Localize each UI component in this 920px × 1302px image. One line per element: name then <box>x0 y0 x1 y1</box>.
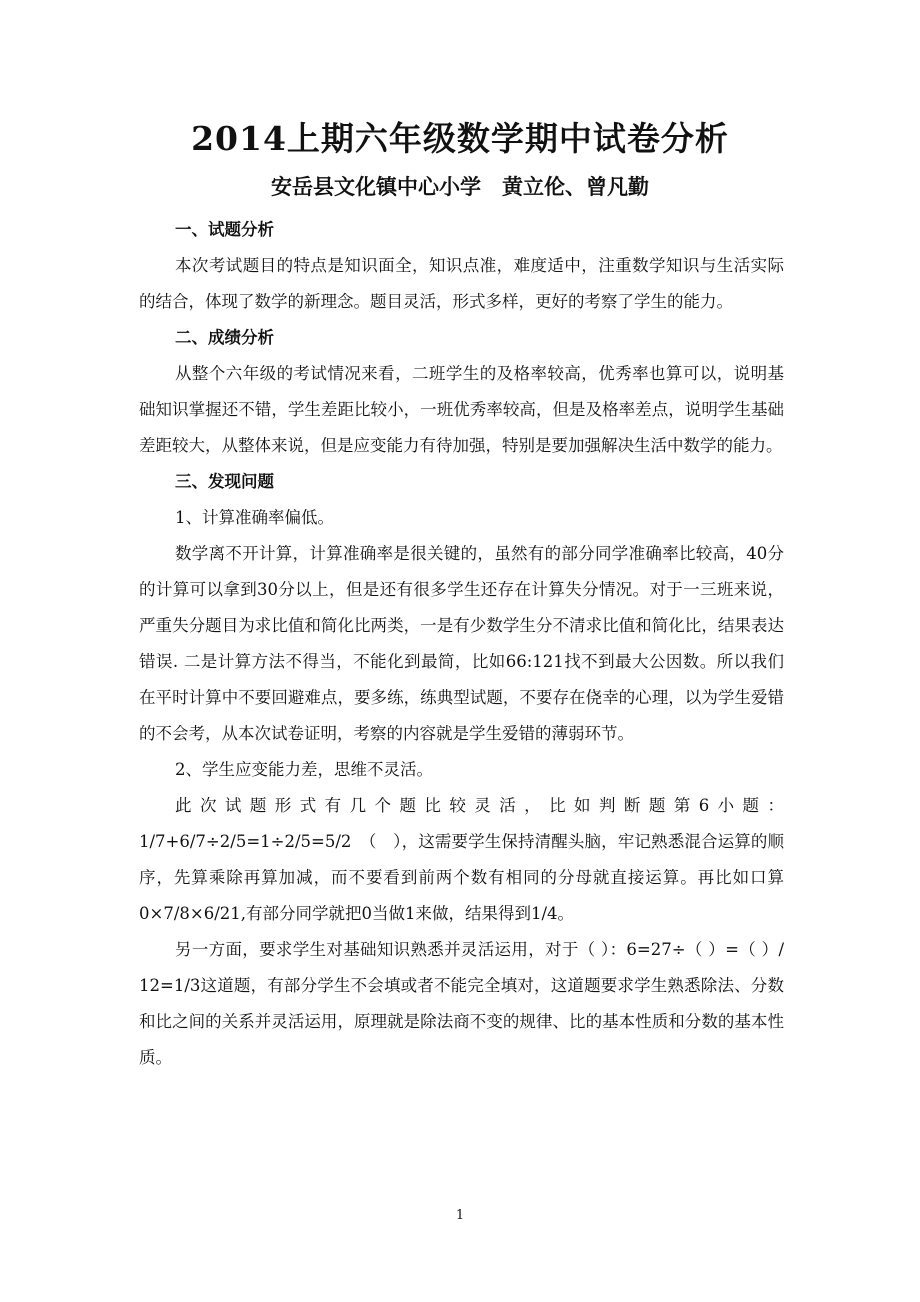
document-title: 2014上期六年级数学期中试卷分析 <box>191 119 729 158</box>
paragraph-problem-1: 数学离不开计算，计算准确率是很关键的，虽然有的部分同学准确率比较高，40分的计算可以拿到30分以上，但是还有很多学生还存在计算失分情况。对于一三班来说，严重失分题目为求比值和简化比两类，一是有少数学生分不清求比值和简化比，结果表达错误. 二是计算方法不得当，不能化到最简，比如66:121找不到最大公因数。所以我们在平时计算中不要回避难点，要多练，练典型试题，不要存在侥幸的心理，以为学生爱错的不会考，从本次试卷证明，考察的内容就是学生爱错的薄弱环节。 <box>139 544 784 743</box>
paragraph-problem-2b: 另一方面，要求学生对基础知识熟悉并灵活运用，对于（ ）：6=27÷（ ）=（ ）/ 12=1/3这道题，有部分学生不会填或者不能完全填对，这道题要求学生熟悉除法、分数和比之间的关系并灵活运用，原理就是除法商不变的规律、比的基本性质和分数的基本性质。 <box>139 940 784 1067</box>
paragraph-analysis: 本次考试题目的特点是知识面全，知识点准，难度适中，注重数学知识与生活实际的结合，体现了数学的新理念。题目灵活，形式多样，更好的考察了学生的能力。 <box>139 256 784 311</box>
page-number: 1 <box>455 1208 465 1223</box>
document-subtitle: 安岳县文化镇中心小学 黄立伦、曾凡勤 <box>271 174 649 199</box>
paragraph-problem-2a: 此次试题形式有几个题比较灵活，比如判断题第6小题：1/7+6/7÷2/5=1÷2/5=5/2 （ ），这需要学生保持清醒头脑，牢记熟悉混合运算的顺序，先算乘除再算加减，而不要看到前两个数有相同的分母就直接运算。再比如口算0×7/8×6/21,有部分同学就把0当做1来做，结果得到1/4。 <box>139 796 784 923</box>
section-heading-analysis: 一、试题分析 <box>175 220 274 239</box>
problem-item-1: 1、计算准确率偏低。 <box>175 508 334 527</box>
paragraph-results: 从整个六年级的考试情况来看，二班学生的及格率较高，优秀率也算可以，说明基础知识掌握还不错，学生差距比较小，一班优秀率较高，但是及格率差点，说明学生基础差距较大，从整体来说，但是应变能力有待加强，特别是要加强解决生活中数学的能力。 <box>139 364 784 455</box>
document-body <box>139 212 784 1076</box>
problem-item-2: 2、学生应变能力差，思维不灵活。 <box>175 760 433 779</box>
section-heading-results: 二、成绩分析 <box>175 328 274 347</box>
section-heading-problems: 三、发现问题 <box>175 472 274 491</box>
